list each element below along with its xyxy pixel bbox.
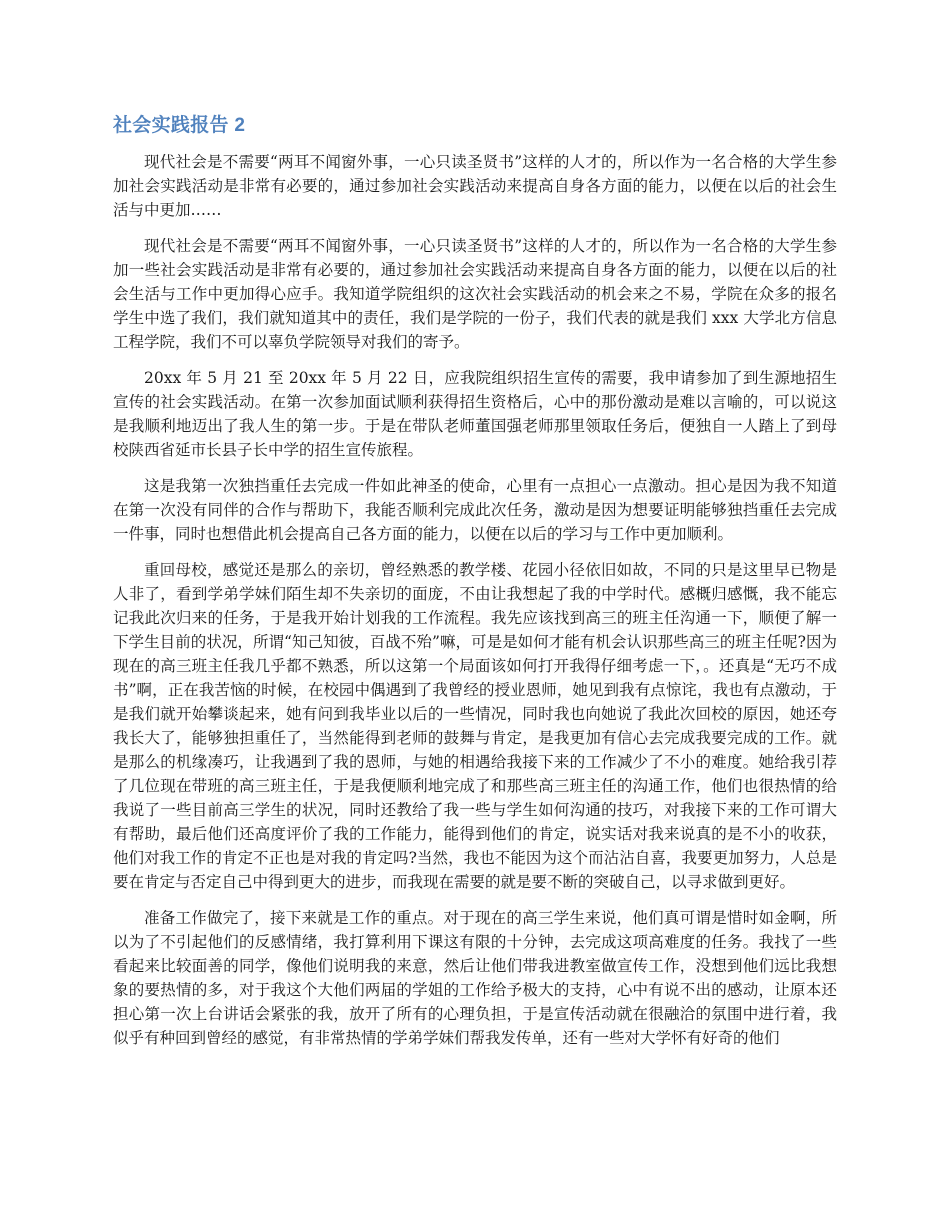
paragraph-2: 现代社会是不需要“两耳不闻窗外事，一心只读圣贤书”这样的人才的，所以作为一名合格的大学生参加一些社会实践活动是非常有必要的，通过参加社会实践活动来提高自身各方面的能力，以便在以后的社会生活与工作中更加得心应手。我知道学院组织的这次社会实践活动的机会来之不易，学院在众多的报名学生中选了我们，我们就知道其中的责任，我们是学院的一份子，我们代表的就是我们 xxx 大学北方信息工程学院，我们不可以辜负学院领导对我们的寄予。	[113, 237, 837, 351]
paragraph-1: 现代社会是不需要“两耳不闻窗外事，一心只读圣贤书”这样的人才的，所以作为一名合格的大学生参加社会实践活动是非常有必要的，通过参加社会实践活动来提高自身各方面的能力，以便在以后的社会生活与中更加……	[113, 153, 837, 219]
paragraph-5: 重回母校，感觉还是那么的亲切，曾经熟悉的教学楼、花园小径依旧如故，不同的只是这里早已物是人非了，看到学弟学妹们陌生却不失亲切的面庞，不由让我想起了我的中学时代。感概归感慨，我不能忘记我此次归来的任务，于是我开始计划我的工作流程。我先应该找到高三的班主任沟通一下，顺便了解一下学生目前的状况，所谓“知己知彼，百战不殆”嘛，可是是如何才能有机会认识那些高三的班主任呢?因为现在的高三班主任我几乎都不熟悉，所以这第一个局面该如何打开我得仔细考虑一下，。还真是“无巧不成书”啊，正在我苦恼的时候，在校园中偶遇到了我曾经的授业恩师，她见到我有点惊诧，我也有点激动，于是我们就开始攀谈起来，她有问到我毕业以后的一些情况，同时我也向她说了我此次回校的原因，她还夸我长大了，能够独担重任了，当然能得到老师的鼓舞与肯定，是我更加有信心去完成我要完成的工作。就是那么的机缘凑巧，让我遇到了我的恩师，与她的相遇给我接下来的工作减少了不小的难度。她给我引荐了几位现在带班的高三班主任，于是我便顺利地完成了和那些高三班主任的沟通工作，他们也很热情的给我说了一些目前高三学生的状况，同时还教给了我一些与学生如何沟通的技巧，对我接下来的工作可谓大有帮助，最后他们还高度评价了我的工作能力，能得到他们的肯定，说实话对我来说真的是不小的收获，他们对我工作的肯定不正也是对我的肯定吗?当然，我也不能因为这个而沾沾自喜，我要更加努力，人总是要在肯定与否定自己中得到更大的进步，而我现在需要的就是要不断的突破自己，以寻求做到更好。	[113, 561, 837, 891]
paragraph-6: 准备工作做完了，接下来就是工作的重点。对于现在的高三学生来说，他们真可谓是惜时如金啊，所以为了不引起他们的反感情绪，我打算利用下课这有限的十分钟，去完成这项高难度的任务。我找了一些看起来比较面善的同学，像他们说明我的来意，然后让他们带我进教室做宣传工作，没想到他们远比我想象的要热情的多，对于我这个大他们两届的学姐的工作给予极大的支持，心中有说不出的感动，让原本还担心第一次上台讲话会紧张的我，放开了所有的心理负担，于是宣传活动就在很融洽的氛围中进行着，我似乎有种回到曾经的感觉，有非常热情的学弟学妹们帮我发传单，还有一些对大学怀有好奇的他们	[113, 909, 837, 1047]
document-page	[113, 112, 837, 1062]
paragraph-4: 这是我第一次独挡重任去完成一件如此神圣的使命，心里有一点担心一点激动。担心是因为我不知道在第一次没有同伴的合作与帮助下，我能否顺利完成此次任务，激动是因为想要证明能够独挡重任去完成一件事，同时也想借此机会提高自己各方面的能力，以便在以后的学习与工作中更加顺利。	[113, 477, 837, 543]
paragraph-3: 20xx 年 5 月 21 至 20xx 年 5 月 22 日，应我院组织招生宣传的需要，我申请参加了到生源地招生宣传的社会实践活动。在第一次参加面试顺利获得招生资格后，心中的那份激动是难以言喻的，可以说这是我顺利地迈出了我人生的第一步。于是在带队老师董国强老师那里领取任务后，便独自一人踏上了到母校陕西省延市长县子长中学的招生宣传旅程。	[113, 369, 837, 459]
document-title: 社会实践报告 2	[113, 115, 246, 136]
